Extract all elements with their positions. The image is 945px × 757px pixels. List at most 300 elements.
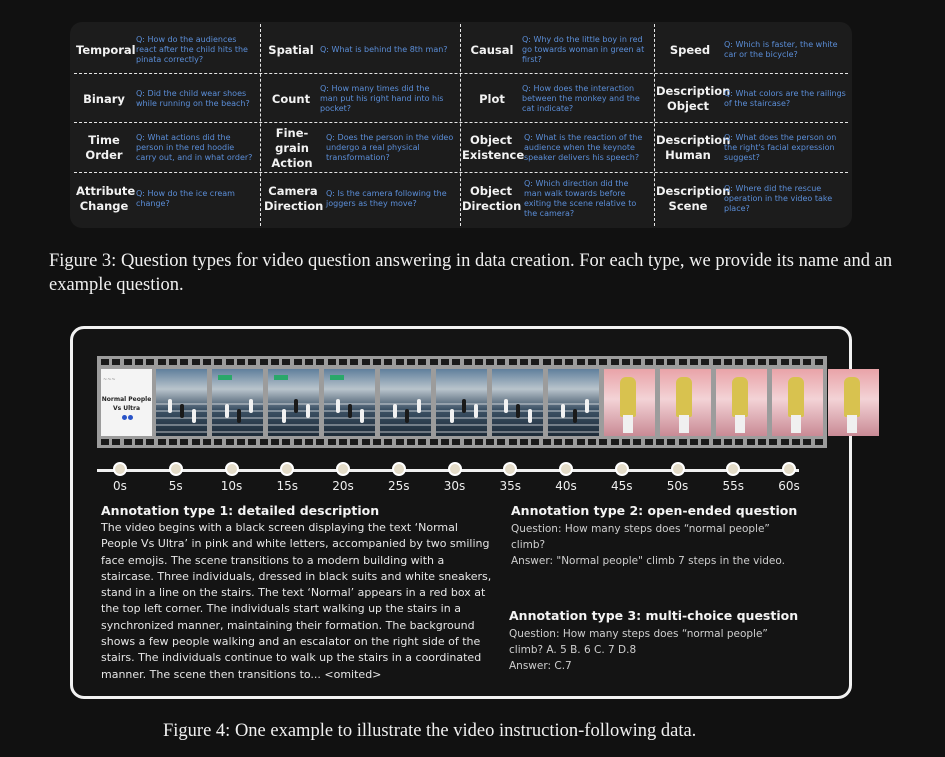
sprocket-hole [735,439,743,445]
video-frame [436,369,487,436]
question-type-cell [76,176,256,222]
question-example: Q: How do the audiences react after the child hits the pinata correctly? [136,35,248,64]
person-figure [360,409,364,423]
sprocket-hole [237,439,245,445]
timeline-label: 0s [113,479,127,493]
sprocket-hole [769,439,777,445]
sprocket-hole [430,439,438,445]
question-type-cell [660,30,848,70]
question-type-cell [656,126,848,170]
sprocket-hole [294,439,302,445]
sprocket-hole [543,359,551,365]
timeline-tick [280,462,294,476]
question-type-name: Count [271,91,311,106]
sprocket-hole [497,359,505,365]
sprocket-hole [135,359,143,365]
sprocket-hole [203,439,211,445]
stair-line [492,424,543,426]
question-example: Q: What colors are the railings of the staircase? [724,89,846,108]
sprocket-hole [373,359,381,365]
stair-line [156,424,207,426]
stair-line [380,431,431,433]
figure4-caption: Figure 4: One example to illustrate the video instruction-following data. [163,721,697,741]
annotation1-line: The video begins with a black screen displaying the text ‘Normal [101,521,458,534]
sprocket-hole [362,439,370,445]
question-example: Q: What actions did the person in the red hoodie carry out, and in what order? [136,133,253,162]
annotation3-question-line: Question: How many steps does “normal people” [509,628,768,640]
sprocket-hole [112,439,120,445]
sprocket-hole [452,359,460,365]
timeline-tick [503,462,517,476]
sprocket-hole [554,439,562,445]
stair-line [212,403,263,405]
sprocket-hole [622,439,630,445]
sprocket-hole [282,359,290,365]
sprocket-hole [679,439,687,445]
sprocket-hole [271,359,279,365]
sprocket-hole [656,439,664,445]
stair-line [380,403,431,405]
question-type-name: Description Object [656,84,731,113]
person-legs [623,415,633,433]
sprocket-hole [282,439,290,445]
question-type-name: Causal [470,42,514,57]
person-legs [791,415,801,433]
sprocket-hole [316,359,324,365]
stair-line [268,431,319,433]
sprocket-hole [815,359,823,365]
timeline-label: 5s [168,479,183,493]
question-type-name: Time Order [85,133,123,162]
figure4-panel [70,326,852,699]
person-figure [306,404,310,418]
table-divider [460,24,461,226]
sprocket-hole [633,359,641,365]
question-type-name: Plot [479,91,505,106]
sprocket-hole [180,359,188,365]
sprocket-hole [101,359,109,365]
sprocket-hole [577,439,585,445]
sprocket-hole [214,439,222,445]
timeline-label: 35s [499,479,522,493]
sprocket-hole [373,439,381,445]
timeline-tick [671,462,685,476]
sprocket-hole [701,439,709,445]
annotation3-title: Annotation type 3: multi-choice question [509,608,799,623]
sprocket-hole [192,359,200,365]
question-example: Q: Does the person in the video undergo a real physical transformation? [326,133,454,162]
question-type-cell [462,126,652,170]
sprocket-hole [531,359,539,365]
sprocket-hole [713,359,721,365]
person-legs [735,415,745,433]
video-frame [268,369,319,436]
timeline-tick [615,462,629,476]
figure3-caption: Figure 3: Question types for video question answering in data creation. For each type, we provide its name and an example question. [49,251,893,295]
annotation3-answer: Answer: C.7 [509,660,572,672]
sprocket-hole [497,439,505,445]
question-example: Q: Why do the little boy in red go towards woman in green at first? [522,35,645,64]
sprocket-hole [362,359,370,365]
sprocket-hole [112,359,120,365]
question-type-cell [262,126,456,170]
stair-line [268,417,319,419]
timeline-label: 40s [555,479,577,493]
sprocket-hole [701,359,709,365]
sprocket-hole [531,439,539,445]
sprocket-hole [667,439,675,445]
question-type-name: Speed [669,42,711,57]
person-figure [192,409,196,423]
person-figure [180,404,184,418]
person-figure [788,377,804,417]
sprocket-hole [260,359,268,365]
sprocket-hole [475,359,483,365]
question-example: Q: Which direction did the man walk towards before exiting the scene relative to the camera? [524,179,637,218]
sprocket-hole [407,439,415,445]
sprocket-hole [146,359,154,365]
sprocket-hole [350,359,358,365]
sprocket-hole [509,359,517,365]
timeline-label: 15s [276,479,299,493]
question-type-cell [656,78,848,120]
question-example: Q: Did the child wear shoes while running on the beach? [136,89,250,108]
timeline-tick [726,462,740,476]
timeline-tick [559,462,573,476]
label-box [218,375,232,380]
frame-title-text [101,395,152,422]
annotation1-line: face emojis. The scene transitions to a modern building with a [101,553,445,567]
sprocket-hole [622,359,630,365]
video-frame [660,369,711,436]
timeline-label: 10s [220,479,243,493]
stair-line [380,424,431,426]
question-type-name: Fine-grain Action [271,125,313,170]
table-divider [654,24,655,226]
question-type-name: Object Direction [462,184,522,213]
stair-line [268,424,319,426]
sprocket-hole [679,359,687,365]
table-divider [74,172,848,173]
sprocket-hole [792,439,800,445]
sprocket-hole [633,439,641,445]
person-figure [516,404,520,418]
sprocket-hole [486,439,494,445]
sprocket-hole [464,439,472,445]
sprocket-hole [690,359,698,365]
sprocket-hole [611,439,619,445]
sprocket-hole [135,439,143,445]
sprocket-hole [328,439,336,445]
question-type-cell [266,30,456,70]
sprocket-hole [588,439,596,445]
person-figure [237,409,241,423]
person-figure [462,399,466,413]
sprocket-hole [124,439,132,445]
sprocket-hole [815,439,823,445]
table-divider [260,24,261,226]
sprocket-hole [237,359,245,365]
sprocket-hole [781,359,789,365]
video-frame [548,369,599,436]
sprocket-hole [667,359,675,365]
person-figure [294,399,298,413]
sprocket-hole [747,359,755,365]
sprocket-hole [305,439,313,445]
video-frame [604,369,655,436]
video-frame [828,369,879,436]
sprocket-hole [475,439,483,445]
sprocket-hole [441,359,449,365]
timeline-label: 25s [387,479,410,493]
annotation2-question-line: climb? [511,539,546,551]
person-figure [844,377,860,417]
person-figure [561,404,565,418]
annotation1-title: Annotation type 1: detailed description [101,503,380,518]
sprocket-hole [339,359,347,365]
annotation1-line: People Vs Ultra’ in pink and white letters, accompanied by two smiling [101,537,490,551]
video-frame [156,369,207,436]
sprocket-hole [101,439,109,445]
stair-line [436,417,487,419]
smiley-icon [122,415,127,420]
question-type-name: Object Existence [462,133,525,162]
table-divider [74,122,848,123]
sprocket-hole [565,359,573,365]
person-figure [168,399,172,413]
sprocket-hole [441,439,449,445]
label-box [330,375,344,380]
stair-line [324,431,375,433]
question-type-name: Spatial [268,42,314,57]
question-type-cell [76,30,256,70]
question-types-table [70,22,852,228]
question-type-cell [656,176,848,222]
sprocket-hole [418,359,426,365]
sprocket-hole [294,359,302,365]
annotation2-question-line: Question: How many steps does “normal people” [511,523,770,535]
stair-line [548,403,599,405]
annotation1-line: stand in a line on the stairs. The text ‘Normal’ appears in a red box at [101,586,486,600]
sprocket-hole [384,359,392,365]
sprocket-hole [192,439,200,445]
video-frame [772,369,823,436]
sprocket-hole [418,439,426,445]
question-example: Q: What does the person on the right's facial expression suggest? [724,133,837,162]
annotation2-body [511,521,831,569]
question-type-name: Description Scene [656,184,731,213]
sprocket-hole [577,359,585,365]
question-type-name: Attribute Change [76,184,136,213]
sprocket-hole [124,359,132,365]
video-frame [716,369,767,436]
sprocket-hole [611,359,619,365]
person-figure [504,399,508,413]
annotation2-answer: Answer: "Normal people" climb 7 steps in the video. [511,555,785,567]
sprocket-hole [384,439,392,445]
stair-line [548,431,599,433]
timeline-label: 20s [332,479,354,493]
stair-line [436,424,487,426]
sprocket-hole [328,359,336,365]
sprocket-hole [781,439,789,445]
sprocket-row [101,439,823,445]
sprocket-hole [724,359,732,365]
sprocket-hole [758,359,766,365]
sprocket-hole [271,439,279,445]
sprocket-hole [316,439,324,445]
video-filmstrip [97,356,827,448]
sprocket-hole [803,439,811,445]
sprocket-hole [226,439,234,445]
timeline-tick [113,462,127,476]
timeline-tick [782,462,796,476]
sprocket-hole [214,359,222,365]
annotation1-body [101,520,521,683]
sprocket-hole [758,439,766,445]
video-frame [324,369,375,436]
question-type-cell [76,126,256,170]
timeline-label: 55s [722,479,745,493]
sprocket-hole [180,439,188,445]
person-legs [679,415,689,433]
question-type-name: Description Human [656,133,731,162]
sprocket-hole [226,359,234,365]
annotation1-line: shows a few people walking and an escalator on the right side of the [101,635,481,649]
timeline-tick [169,462,183,476]
sprocket-hole [396,439,404,445]
person-figure [474,404,478,418]
sprocket-hole [146,439,154,445]
sprocket-hole [520,439,528,445]
sprocket-hole [486,359,494,365]
annotation1-line: stairs. The individuals continue to walk up the stairs in a coordinated [101,651,482,665]
sprocket-hole [203,359,211,365]
sprocket-hole [407,359,415,365]
sprocket-hole [452,439,460,445]
sprocket-hole [248,439,256,445]
sprocket-hole [803,359,811,365]
sprocket-hole [305,359,313,365]
timeline-tick [336,462,350,476]
label-box [274,375,288,380]
annotation3-question-line: climb? A. 5 B. 6 C. 7 D.8 [509,644,637,656]
timeline-label: 30s [443,479,466,493]
question-example: Q: How does the interaction between the monkey and the cat indicate? [522,84,640,113]
question-type-cell [76,78,256,120]
person-figure [348,404,352,418]
sprocket-hole [735,359,743,365]
person-figure [732,377,748,417]
sprocket-hole [554,359,562,365]
timeline-label: 60s [778,479,800,493]
question-type-cell [264,176,456,222]
person-figure [393,404,397,418]
question-type-name: Temporal [76,42,136,57]
question-example: Q: Where did the rescue operation in the video take place? [724,184,833,213]
sprocket-hole [520,359,528,365]
sprocket-hole [690,439,698,445]
sprocket-hole [769,359,777,365]
annotation2-title: Annotation type 2: open-ended question [511,503,798,518]
sprocket-hole [260,439,268,445]
video-frame [380,369,431,436]
annotation1-line: manner. The scene then transitions to... <omited> [101,667,382,681]
sprocket-hole [543,439,551,445]
sprocket-hole [430,359,438,365]
sprocket-hole [169,439,177,445]
annotation1-line: synchronized manner, maintaining their formation. The background [101,618,475,632]
question-type-cell [462,176,652,222]
stair-line [156,431,207,433]
stair-line [548,424,599,426]
person-figure [450,409,454,423]
question-example: Q: Which is faster, the white car or the bicycle? [724,40,838,59]
person-figure [282,409,286,423]
question-type-name: Camera Direction [264,184,324,213]
question-example: Q: How many times did the man put his right hand into his pocket? [320,84,444,113]
timeline-label: 45s [610,479,633,493]
sprocket-hole [645,439,653,445]
timeline-tick [392,462,406,476]
sprocket-hole [656,359,664,365]
question-example: Q: What is the reaction of the audience when the keynote speaker delivers his speech? [524,133,643,162]
sprocket-hole [747,439,755,445]
person-figure [585,399,589,413]
timeline-tick [225,462,239,476]
video-frame [212,369,263,436]
frame-small-text: ~~~ [103,377,116,383]
timeline-tick [448,462,462,476]
person-figure [528,409,532,423]
question-example: Q: How do the ice cream change? [136,189,235,208]
sprocket-hole [248,359,256,365]
stair-line [324,424,375,426]
sprocket-row [101,359,823,365]
annotation1-line: the top left corner. The individuals start walking up the stairs in a [101,602,461,616]
person-figure [417,399,421,413]
annotation3-body [509,626,829,674]
sprocket-hole [599,439,607,445]
stair-line [436,431,487,433]
sprocket-hole [713,439,721,445]
question-type-cell [466,30,652,70]
sprocket-hole [509,439,517,445]
question-type-cell [266,78,456,120]
person-figure [573,409,577,423]
frame-title-label: Normal People Vs Ultra [101,396,152,412]
sprocket-hole [792,359,800,365]
person-figure [249,399,253,413]
stair-line [212,424,263,426]
table-divider [74,73,848,74]
sprocket-hole [645,359,653,365]
person-figure [405,409,409,423]
person-figure [225,404,229,418]
question-example: Q: Is the camera following the joggers as they move? [326,189,447,208]
stair-line [212,431,263,433]
smiley-icon [128,415,133,420]
annotation1-line: staircase. Three individuals, dressed in black suits and white sneakers, [101,569,492,583]
timeline-label: 50s [666,479,689,493]
person-legs [847,415,857,433]
video-frame [492,369,543,436]
sprocket-hole [588,359,596,365]
sprocket-hole [565,439,573,445]
question-type-cell [466,78,652,120]
sprocket-hole [339,439,347,445]
stair-line [492,431,543,433]
